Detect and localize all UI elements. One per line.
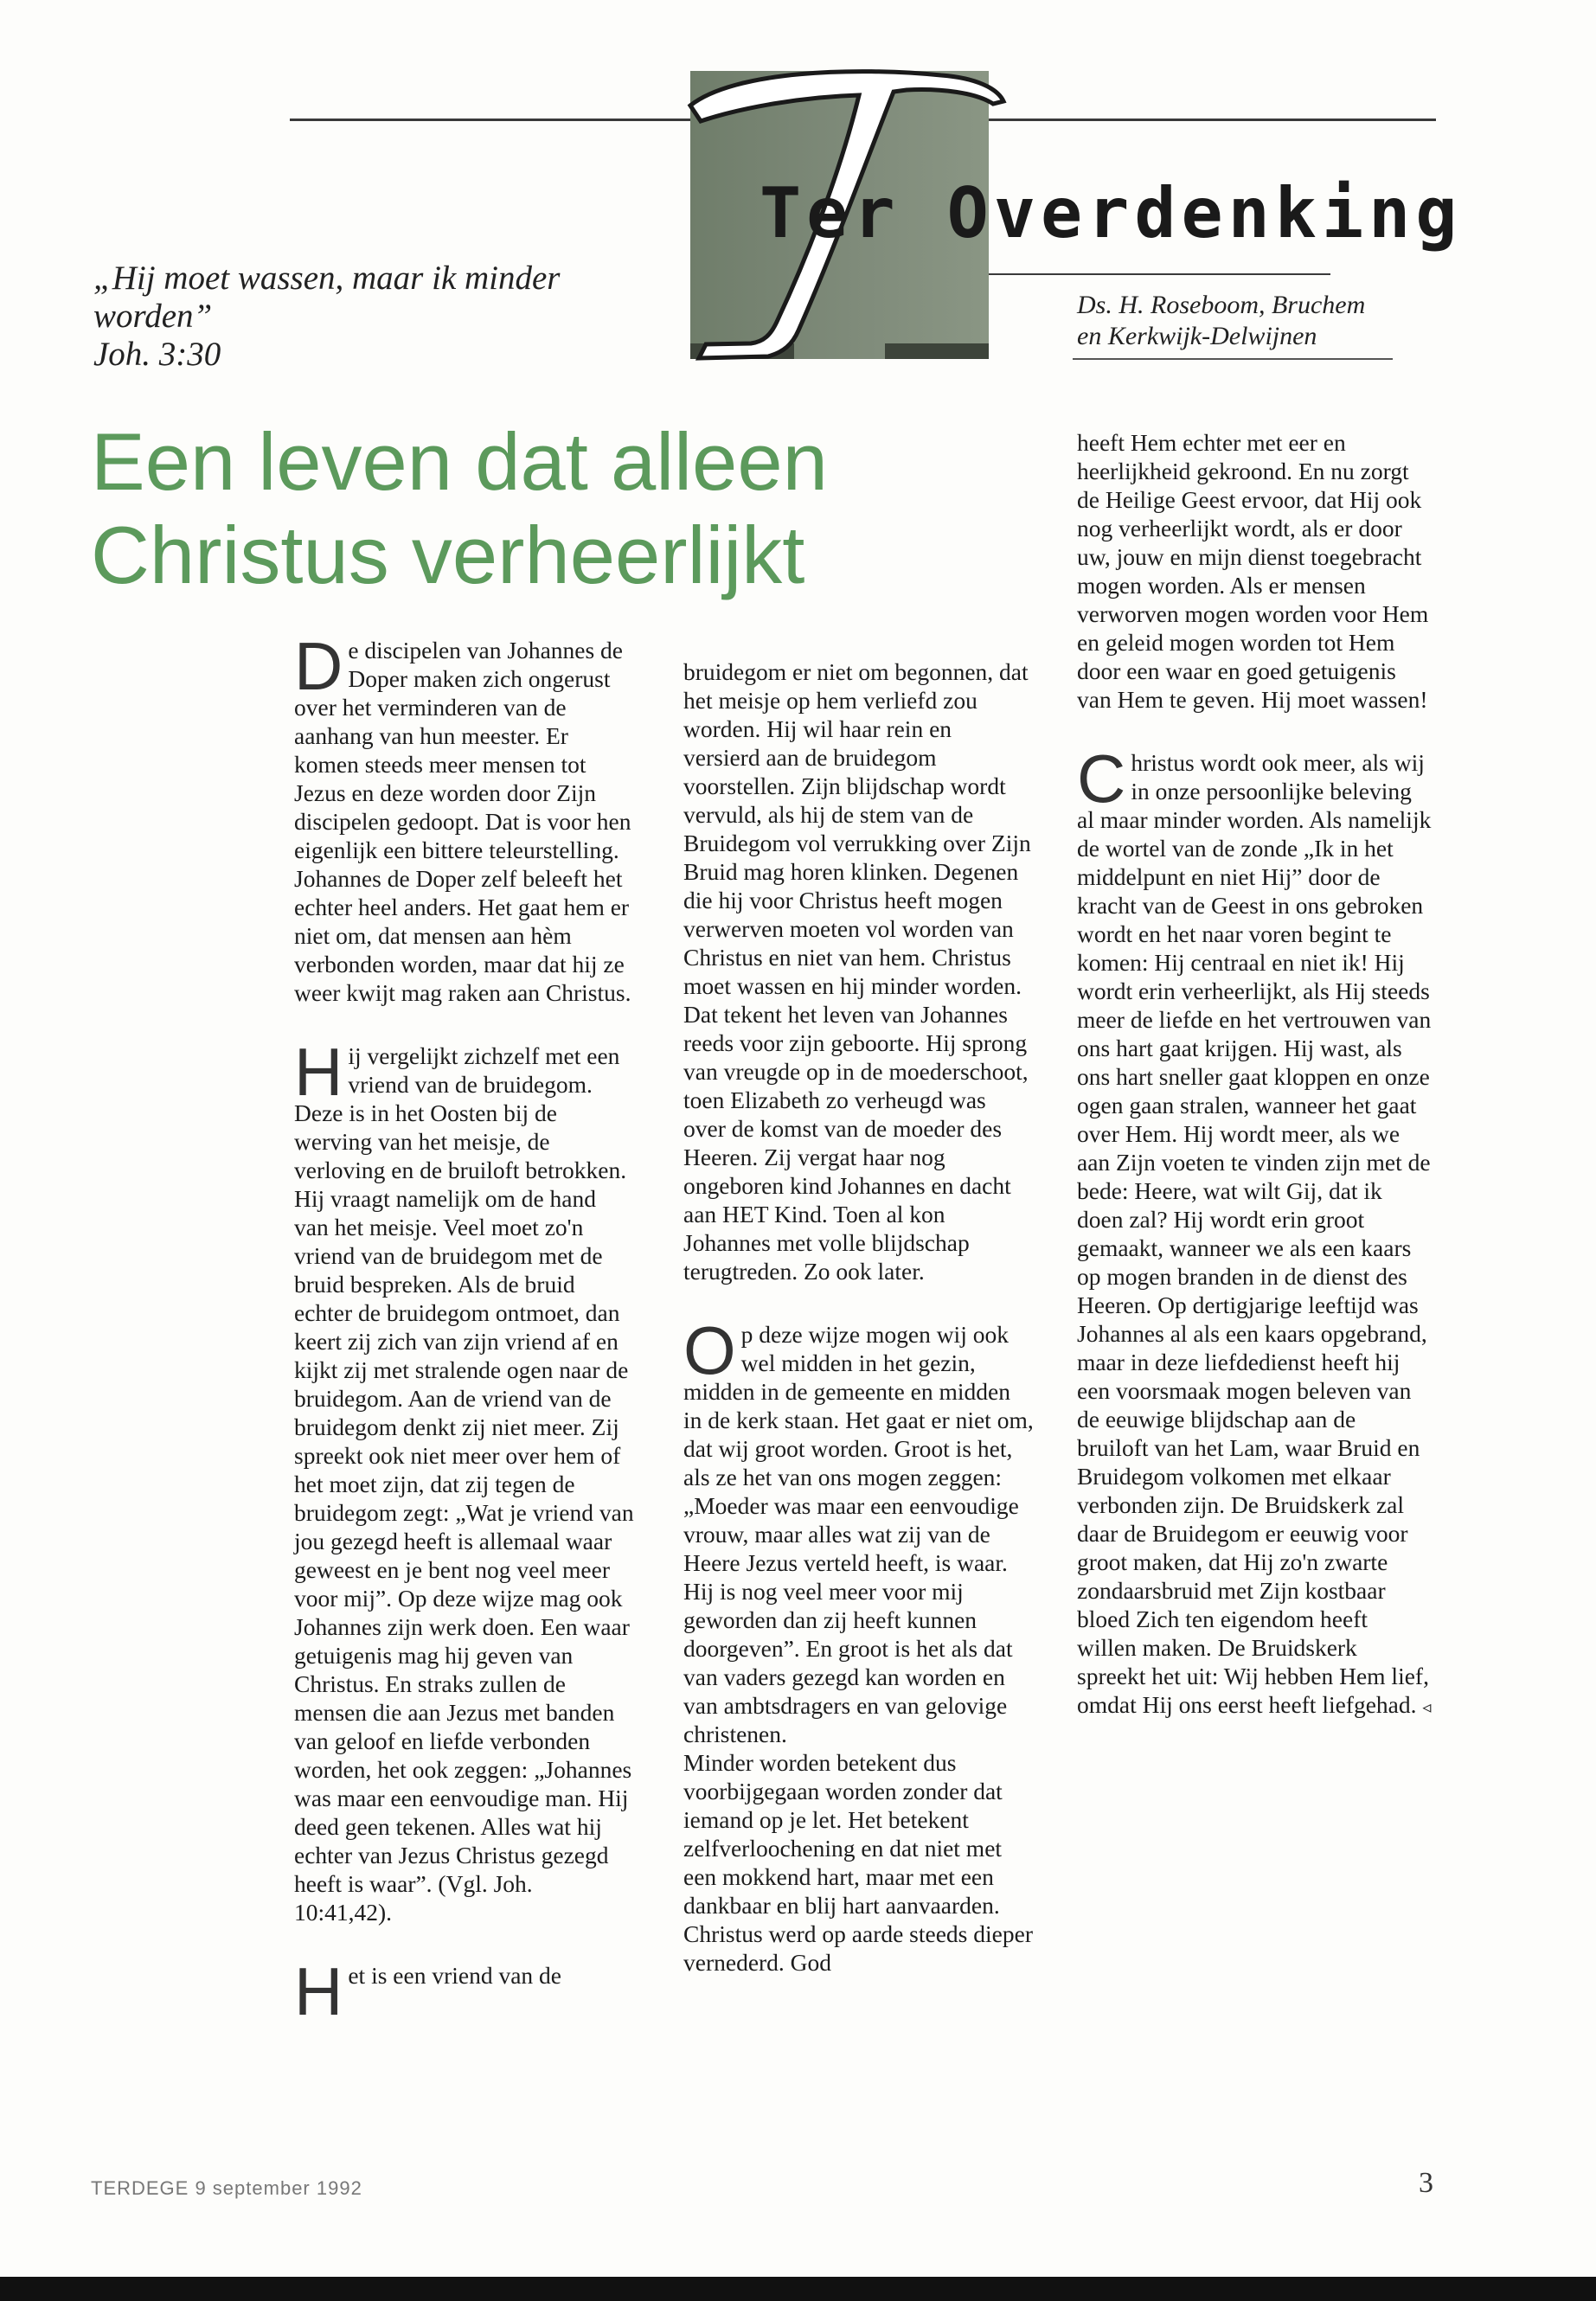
drop-cap: O [683,1312,736,1388]
paragraph [294,1034,636,1926]
footer-publication: TERDEGE 9 september 1992 [91,2177,362,2199]
paragraph: Minder worden betekent dus voorbijgegaan worden zonder dat iemand op je let. Het betekent zelfverloochening en dat niet met een mokkend hart, maar met een dankbaar en blij hart aanvaarden. [683,1749,1003,1919]
drop-cap: D [294,628,343,704]
bible-quote [93,260,647,374]
paragraph-text: et is een vriend van de [348,1962,561,1989]
paragraph: Christus werd op aarde steeds dieper vernederd. God [683,1920,1033,1976]
author-byline: Ds. H. Roseboom, Bruchem en Kerkwijk-Delwijnen [1077,291,1366,350]
paragraph-text: ij vergelijkt zichzelf met een vriend van de bruidegom. Deze is in het Oosten bij de werving van het meisje, de verloving en de bruiloft betrokken. Hij vraagt namelijk om de hand van het meisje. Veel moet zo'n vriend van de bruidegom met de bruid bespreken. Als de bruid echter de bruidegom ontmoet, dan keert zij zich van zijn vriend af en kijkt zij met stralende ogen naar de bruidegom. Aan de vriend van de bruidegom denkt zij niet meer. Zij spreekt ook niet meer over hem of het moet zijn, dat zij tegen de bruidegom zegt: „Wat je vriend van jou gezegd heeft is allemaal waar geweest en je bent nog veel meer voor mij”. Op deze wijze mag ook Johannes zijn werk doen. Een waar getuigenis mag hij geven van Christus. En straks zullen de mensen die aan Jezus met banden van geloof en liefde verbonden worden, het ook zeggen: „Johannes was maar een eenvoudige man. Hij deed geen tekenen. Alles wat hij echter van Jezus Christus gezegd heeft is waar”. (Vgl. Joh. 10:41,42). [294,1042,634,1926]
scan-border [0,2277,1596,2301]
end-mark-icon: ◃ [1422,1698,1432,1717]
article-column-2 [683,657,1034,1977]
drop-cap: H [294,1034,343,1110]
paragraph [1077,740,1432,1722]
drop-cap: H [294,1953,343,2029]
section-title: Ter Overdenking [760,173,1463,253]
paragraph-text: p deze wijze mogen wij ook wel midden in het gezin, midden in de gemeente en midden in de kerk staan. Het gaat er niet om, dat wij groot worden. Groot is het, als ze het van ons mogen zeggen: „Moeder was maar een eenvoudige vrouw, maar alles wat zij van de Heere Jezus verteld heeft, is waar. Hij is nog veel meer voor mij geworden dan zij heeft kunnen doorgeven”. En groot is het als dat van vaders gezegd kan worden en van ambtsdragers en van gelovige christenen. [683,1321,1034,1747]
quote-reference: Joh. 3:30 [93,336,221,373]
article-column-3 [1077,428,1432,1722]
header-rule-right [986,119,1436,121]
page-number: 3 [1419,2167,1433,2199]
paragraph-text: hristus wordt ook meer, als wij in onze persoonlijke beleving al maar minder worden. Als namelijk de wortel van de zonde „Ik in het middelpunt en niet Hij” door de kracht van de Geest in ons gebroken wordt en het naar voren begint te komen: Hij centraal en niet ik! Hij wordt erin verheerlijkt, als Hij steeds meer de liefde en het vertrouwen van ons hart gaat krijgen. Hij wast, als ons hart sneller gaat kloppen en onze ogen gaan stralen, wanneer het gaat over Hem. Hij wordt meer, als we aan Zijn voeten te vinden zijn met de bede: Heere, wat wilt Gij, dat ik doen zal? Hij wordt erin groot gemaakt, wanneer we als een kaars op mogen branden in de dienst des Heeren. Op dertigjarige leeftijd was Johannes al als een kaars opgebrand, maar in deze liefdedienst heeft hij een voorsmaak mogen beleven van de eeuwige blijdschap aan de bruiloft van het Lam, waar Bruid en Bruidegom volkomen met elkaar verbonden zijn. De Bruidskerk zal daar de Bruidegom er eeuwig voor groot maken, dat Hij zo'n zwarte zondaarsbruid met Zijn kostbaar bloed Zich ten eigendom heeft willen maken. De Bruidskerk spreekt het uit: Wij hebben Hem lief, omdat Hij ons eerst heeft liefgehad. [1077,749,1432,1718]
paragraph-text: e discipelen van Johannes de Doper maken zich ongerust over het verminderen van de aanhang van hun meester. Er komen steeds meer mensen tot Jezus en deze worden door Zijn discipelen gedoopt. Dat is voor hen eigenlijk een bittere teleurstelling. Johannes de Doper zelf beleeft het echter heel anders. Het gaat hem er niet om, dat mensen aan hèm verbonden worden, maar dat hij ze weer kwijt mag raken aan Christus. [294,637,631,1006]
paragraph: bruidegom er niet om begonnen, dat het meisje op hem verliefd zou worden. Hij wil haar rein en versierd aan de bruidegom voorstellen. Zijn blijdschap wordt vervuld, als hij de stem van de Bruidegom vol verrukking over Zijn Bruid mag horen klinken. Degenen die hij voor Christus heeft mogen verwerven moeten vol worden van Christus en niet van hem. Christus moet wassen en hij minder worden. Dat tekent het leven van Johannes reeds voor zijn geboorte. Hij sprong van vreugde op in de moederschoot, toen Elizabeth zo verheugd was over de komst van de moeder des Heeren. Zij vergat haar nog ongeboren kind Johannes en dacht aan HET Kind. Toen al kon Johannes met volle blijdschap terugtreden. Zo ook later. [683,658,1031,1285]
paragraph [294,628,636,1007]
drop-cap: C [1077,740,1126,817]
article-column-1 [294,628,636,2029]
author-rule [1073,358,1393,360]
article-headline: Een leven dat alleen Christus verheerlijkt [91,416,828,600]
paragraph [294,1953,636,2029]
paragraph [683,1312,1034,1748]
header-rule-left [290,119,696,121]
quote-text: „Hij moet wassen, maar ik minder worden” [93,260,561,335]
paragraph: heeft Hem echter met eer en heerlijkheid gekroond. En nu zorgt de Heilige Geest ervoor, dat Hij ook nog verheerlijkt wordt, als er door uw, jouw en mijn dienst toegebracht mogen worden. Als er mensen verworven mogen worden voor Hem en geleid mogen worden tot Hem door een waar en goed getuigenis van Hem te geven. Hij moet wassen! [1077,429,1429,713]
